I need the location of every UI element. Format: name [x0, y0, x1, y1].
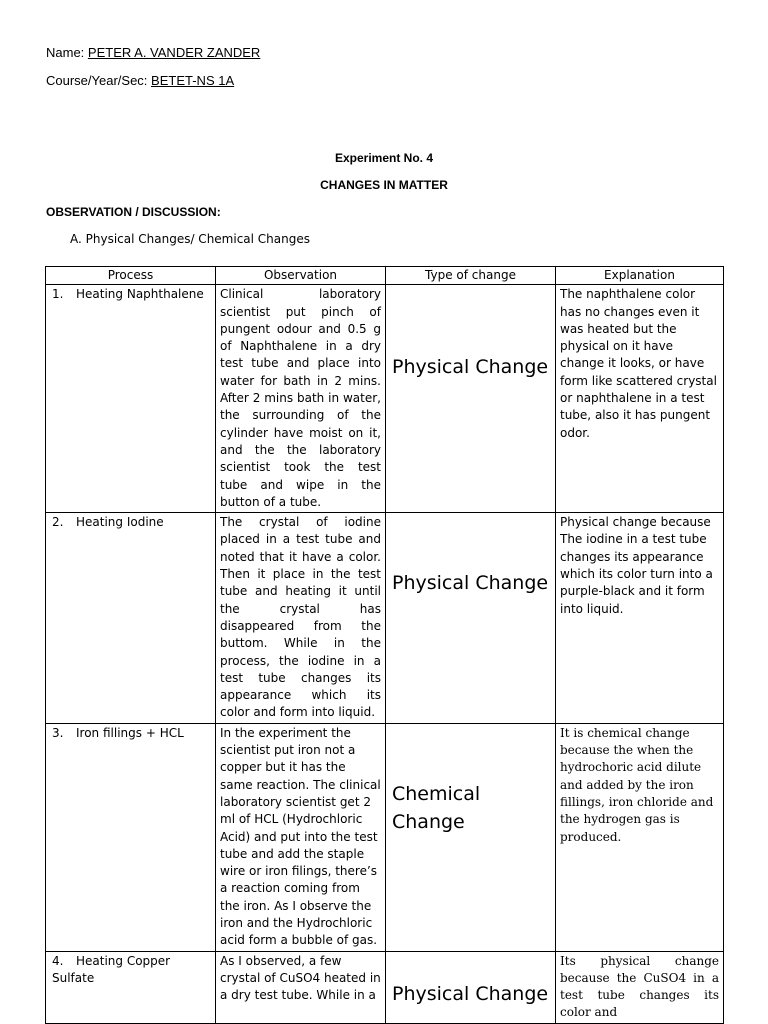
- experiment-number: Experiment No. 4: [334, 151, 434, 165]
- type-cell: Physical Change: [386, 513, 556, 724]
- name-label: Name:: [46, 45, 85, 60]
- type-cell: Chemical Change: [386, 723, 556, 951]
- observation-cell: The crystal of iodine placed in a test tube and noted that it have a color. Then it place in the test tube and heating it until the crystal has disappeared from the buttom. While in the process, the iodine in a test tube changes its appearance which its color and form into liquid.: [216, 513, 386, 724]
- explanation-cell: Its physical change because the CuSO4 in a test tube changes its color and: [556, 951, 724, 1023]
- course-value: BETET-NS 1A: [151, 73, 235, 88]
- row-number: 3.: [52, 725, 64, 740]
- process-name: Heating Iodine: [76, 515, 164, 530]
- results-table: [45, 266, 724, 1024]
- explanation-cell: It is chemical change because the when the hydrochoric acid dilute and added by the iron fillings, iron chloride and the hydrogen gas is produced.: [556, 723, 724, 951]
- column-header: Type of change: [386, 267, 556, 285]
- table-header-row: [46, 267, 724, 285]
- column-header: Process: [46, 267, 216, 285]
- column-header: Explanation: [556, 267, 724, 285]
- observation-cell: In the experiment the scientist put iron not a copper but it has the same reaction. The clinical laboratory scientist get 2 ml of HCL (Hydrochloric Acid) and put into the test tube and add the staple wire or iron filings, there’s a reaction coming from the iron. As I observe the iron and the Hydrochloric acid form a bubble of gas.: [216, 723, 386, 951]
- observation-cell: As I observed, a few crystal of CuSO4 heated in a dry test tube. While in a: [216, 951, 386, 1023]
- type-cell: Physical Change: [386, 285, 556, 513]
- table-row: [46, 285, 724, 513]
- experiment-title: CHANGES IN MATTER: [320, 178, 448, 192]
- column-header: Observation: [216, 267, 386, 285]
- table-row: [46, 513, 724, 724]
- name-value: PETER A. VANDER ZANDER: [87, 45, 261, 60]
- table-row: [46, 723, 724, 951]
- row-number: 4.: [52, 953, 64, 968]
- table-row: [46, 951, 724, 1023]
- process-cell: [46, 285, 216, 513]
- process-cell: [46, 951, 216, 1023]
- process-name: Heating Naphthalene: [76, 287, 204, 302]
- process-cell: [46, 513, 216, 724]
- section-heading: OBSERVATION / DISCUSSION:: [46, 205, 221, 219]
- observation-cell: Clinical laboratory scientist put pinch of pungent odour and 0.5 g of Naphthalene in a dry test tube and place into water for bath in 2 mins. After 2 mins bath in water, the surrounding of the cylinder have moist on it, and the the laboratory scientist took the test tube and wipe in the button of a tube.: [216, 285, 386, 513]
- type-cell: Physical Change: [386, 951, 556, 1023]
- section-subheading: A. Physical Changes/ Chemical Changes: [70, 232, 310, 246]
- row-number: 2.: [52, 515, 64, 530]
- name-line: [46, 45, 260, 60]
- explanation-cell: The naphthalene color has no changes even it was heated but the physical on it have change it looks, or have form like scattered crystal or naphthalene in a test tube, also it has pungent odor.: [556, 285, 724, 513]
- process-name: Iron fillings + HCL: [76, 725, 184, 740]
- process-name: Heating Copper Sulfate: [52, 953, 171, 985]
- course-line: [46, 73, 234, 88]
- course-label: Course/Year/Sec:: [46, 73, 148, 88]
- row-number: 1.: [52, 287, 64, 302]
- process-cell: [46, 723, 216, 951]
- explanation-cell: Physical change because The iodine in a test tube changes its appearance which its color turn into a purple-black and it form into liquid.: [556, 513, 724, 724]
